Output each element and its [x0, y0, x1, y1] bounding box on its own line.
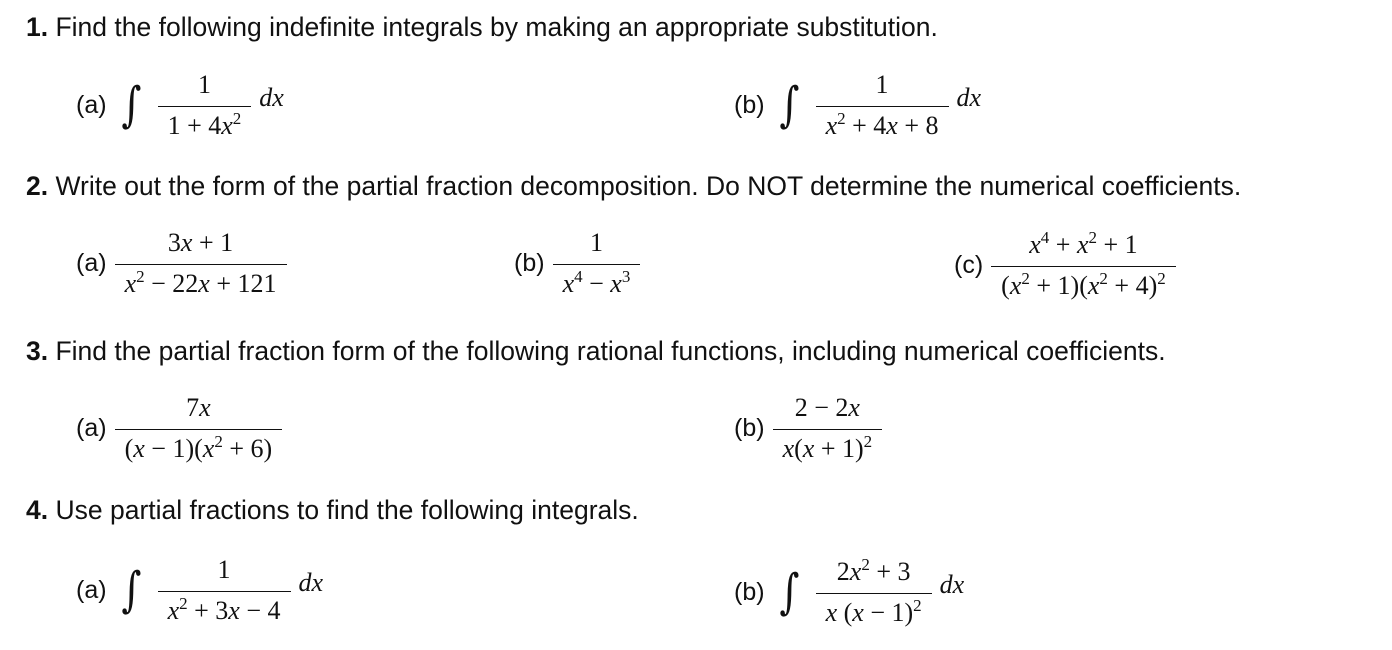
q3-part-a [76, 393, 282, 464]
numerator: $x^4 + x^2 + 1$ [1029, 228, 1138, 259]
question-number: 4. [26, 495, 49, 525]
part-label: (a) [76, 248, 107, 277]
question-prompt: Find the following indefinite integrals by making an appropriate substitution. [55, 12, 938, 42]
numerator: $2x^2 + 3$ [836, 555, 911, 586]
fraction [553, 228, 641, 299]
q4-part-a [76, 555, 323, 626]
fraction [158, 555, 291, 626]
fraction [816, 70, 949, 141]
differential: dx [259, 83, 284, 113]
question-number: 2. [26, 171, 49, 201]
q1-part-b [734, 70, 981, 141]
fraction [158, 70, 252, 141]
denominator: $(x - 1)(x^2 + 6)$ [115, 429, 283, 464]
part-label: (b) [734, 577, 765, 606]
question-prompt: Write out the form of the partial fraction decomposition. Do NOT determine the numerical coefficients. [55, 171, 1242, 201]
denominator: $x(x + 1)^2$ [773, 429, 883, 464]
part-label: (b) [514, 248, 545, 277]
question-number: 3. [26, 336, 49, 366]
part-label: (b) [734, 90, 765, 119]
denominator: $x^2 + 3x - 4$ [158, 591, 291, 626]
differential: dx [939, 570, 965, 600]
fraction [816, 557, 932, 628]
question-prompt: Use partial fractions to find the following integrals. [55, 495, 639, 525]
numerator: 1 [197, 70, 211, 99]
q2-part-b [514, 228, 640, 299]
part-label: (c) [954, 250, 984, 279]
fraction [773, 393, 883, 464]
denominator: $1 + 4x^2$ [158, 106, 252, 141]
numerator: 1 [217, 555, 231, 584]
denominator: $x^2 + 4x + 8$ [816, 106, 949, 141]
q2-part-a [76, 228, 287, 299]
question-4 [26, 495, 639, 526]
fraction [115, 393, 283, 464]
numerator: 7x [186, 393, 211, 422]
denominator: $x^4 - x^3$ [553, 264, 641, 299]
question-prompt: Find the partial fraction form of the following rational functions, including numerical coefficients. [55, 336, 1166, 366]
numerator: 3x + 1 [167, 228, 234, 257]
denominator: $x^2 - 22x + 121$ [115, 264, 287, 299]
fraction [991, 230, 1176, 301]
integral-sign-icon: ∫ [121, 562, 142, 619]
numerator: 1 [875, 70, 889, 99]
integral-sign-icon: ∫ [779, 564, 800, 621]
integral-sign-icon: ∫ [779, 77, 800, 134]
numerator: 2 − 2x [794, 393, 860, 422]
integral-sign-icon: ∫ [121, 77, 142, 134]
part-label: (a) [76, 575, 107, 604]
denominator: x $(x - 1)^2$ [816, 593, 932, 628]
numerator: 1 [589, 228, 603, 257]
question-3 [26, 336, 1166, 367]
question-2 [26, 171, 1241, 202]
differential: dx [298, 568, 324, 598]
q2-part-c [954, 230, 1176, 301]
fraction [115, 228, 287, 299]
question-number: 1. [26, 12, 49, 42]
denominator: $(x^2 + 1)(x^2 + 4)^2$ [991, 266, 1176, 301]
part-label: (a) [76, 90, 107, 119]
part-label: (a) [76, 413, 107, 442]
part-label: (b) [734, 413, 765, 442]
q1-part-a [76, 70, 284, 141]
differential: dx [956, 83, 982, 113]
q3-part-b [734, 393, 882, 464]
question-1 [26, 12, 938, 43]
q4-part-b [734, 557, 964, 628]
